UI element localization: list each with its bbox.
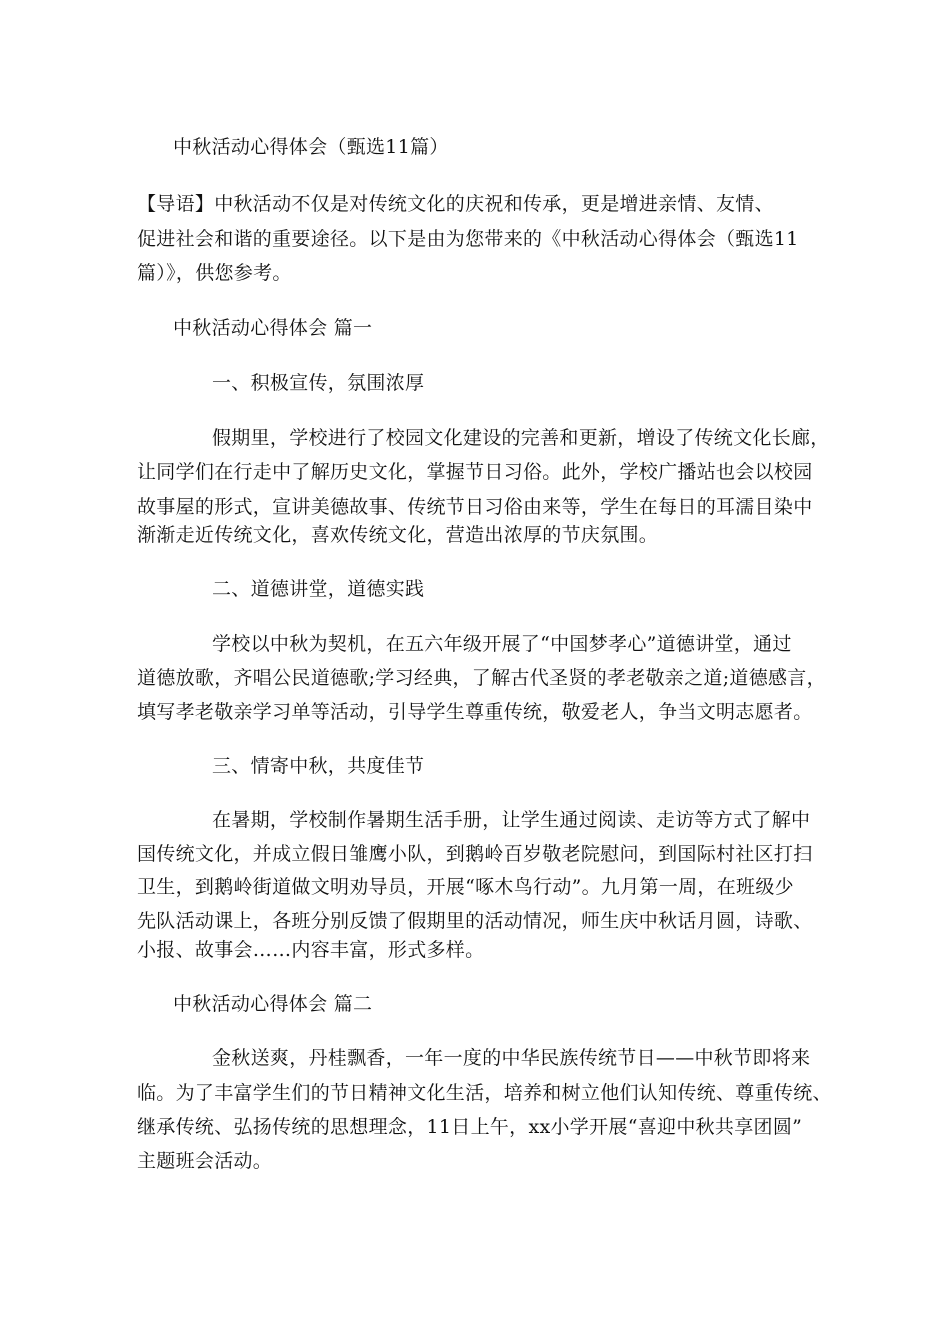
paragraph-line: 渐渐走近传统文化，喜欢传统文化，营造出浓厚的节庆氛围。 [137,524,659,546]
paragraph-line: 金秋送爽，丹桂飘香，一年一度的中华民族传统节日——中秋节即将来 [212,1047,811,1069]
paragraph-line: 假期里，学校进行了校园文化建设的完善和更新，增设了传统文化长廊， [212,427,830,449]
section1-heading: 一、积极宣传，氛围浓厚 [212,372,425,394]
paragraph-line: 填写孝老敬亲学习单等活动，引导学生尊重传统，敬爱老人，争当文明志愿者。 [137,701,813,723]
paragraph-line: 小报、故事会……内容丰富，形式多样。 [137,939,485,961]
intro-line: 【导语】中秋活动不仅是对传统文化的庆祝和传承，更是增进亲情、友情、 [137,193,774,215]
section3-heading: 三、情寄中秋，共度佳节 [212,755,425,777]
paragraph-line: 先队活动课上，各班分别反馈了假期里的活动情况，师生庆中秋话月圆，诗歌、 [137,910,813,932]
intro-line: 篇）》，供您参考。 [137,262,292,284]
paragraph-line: 在暑期，学校制作暑期生活手册，让学生通过阅读、走访等方式了解中 [212,809,811,831]
paragraph-line: 临。为了丰富学生们的节日精神文化生活，培养和树立他们认知传统、尊重传统、 [137,1082,832,1104]
intro-line: 促进社会和谐的重要途径。以下是由为您带来的《中秋活动心得体会（甄选11 [137,228,799,250]
document-title: 中秋活动心得体会（甄选11篇） [173,136,449,158]
part2-heading: 中秋活动心得体会 篇二 [173,993,373,1015]
paragraph-line: 卫生，到鹅岭街道做文明劝导员，开展“啄木鸟行动”。九月第一周，在班级少 [137,876,794,898]
paragraph-line: 国传统文化，并成立假日雏鹰小队，到鹅岭百岁敬老院慰问，到国际村社区打扫 [137,843,813,865]
paragraph-line: 学校以中秋为契机，在五六年级开展了“中国梦孝心”道德讲堂，通过 [212,633,792,655]
paragraph-line: 主题班会活动。 [137,1150,273,1172]
paragraph-line: 让同学们在行走中了解历史文化，掌握节日习俗。此外，学校广播站也会以校园 [137,461,813,483]
paragraph-line: 继承传统、弘扬传统的思想理念，11日上午，xx小学开展“喜迎中秋共享团圆” [137,1116,803,1138]
paragraph-line: 故事屋的形式，宣讲美德故事、传统节日习俗由来等，学生在每日的耳濡目染中 [137,496,813,518]
part1-heading: 中秋活动心得体会 篇一 [173,317,373,339]
paragraph-line: 道德放歌，齐唱公民道德歌;学习经典，了解古代圣贤的孝老敬亲之道;道德感言， [137,667,826,689]
section2-heading: 二、道德讲堂，道德实践 [212,578,425,600]
